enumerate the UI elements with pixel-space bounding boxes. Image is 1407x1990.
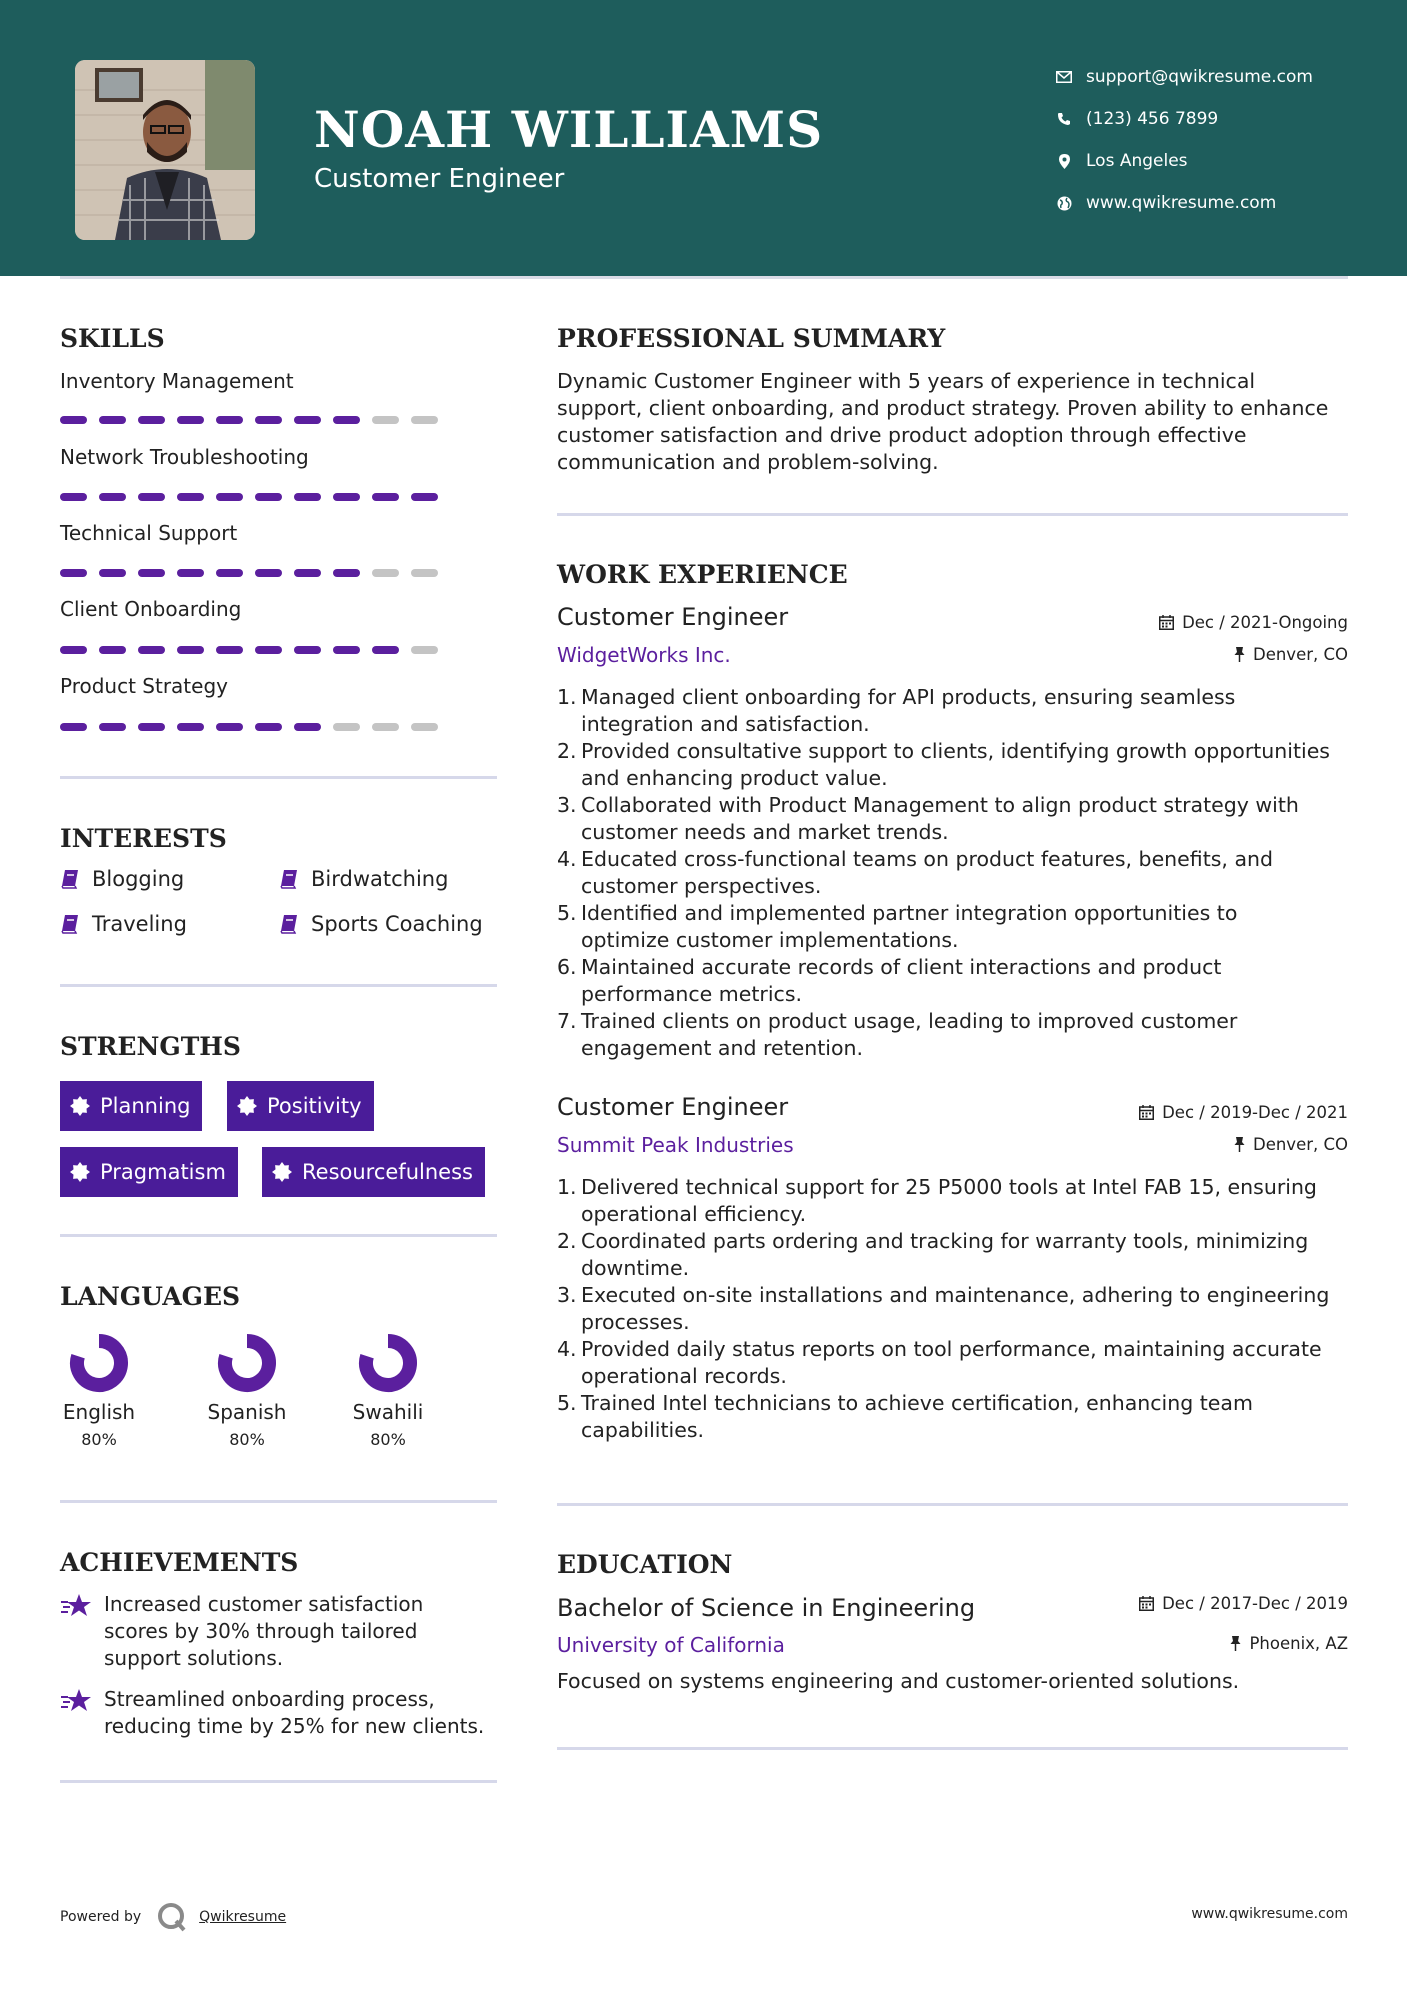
job-bullet-line — [557, 1255, 1357, 1282]
language-name: Swahili — [352, 1400, 424, 1424]
education-dates-text: Dec / 2017-Dec / 2019 — [1162, 1594, 1348, 1613]
company-name: Summit Peak Industries — [557, 1133, 794, 1157]
badge-icon — [237, 1096, 257, 1116]
bullet-number — [557, 1035, 575, 1062]
education-description: Focused on systems engineering and customer-oriented solutions. — [557, 1669, 1240, 1693]
job-bullet-line — [557, 1336, 1357, 1363]
badge-icon — [70, 1162, 90, 1182]
footer-powered-by — [60, 1902, 286, 1932]
qwikresume-logo — [157, 1902, 187, 1932]
bullet-text: processes. — [581, 1310, 690, 1334]
job-bullet-line — [557, 1201, 1357, 1228]
job-title: Customer Engineer — [557, 603, 789, 631]
bullet-text: downtime. — [581, 1256, 690, 1280]
interest-item — [279, 912, 483, 936]
bullet-number: 4. — [557, 1337, 577, 1361]
company-name: WidgetWorks Inc. — [557, 643, 731, 667]
bullet-number — [557, 819, 575, 846]
language-item — [333, 1332, 443, 1449]
bullet-text: Trained clients on product usage, leading to improved customer — [581, 1009, 1238, 1033]
bullet-number — [557, 1363, 575, 1390]
skill-name: Network Troubleshooting — [60, 445, 309, 469]
skill-dot-filled — [333, 646, 360, 654]
skill-dot-empty — [372, 569, 399, 577]
achievement-line: Increased customer satisfaction — [104, 1592, 424, 1616]
bullet-number: 3. — [557, 1283, 577, 1307]
job-bullet-line — [557, 1390, 1357, 1417]
language-percent: 80% — [81, 1430, 117, 1449]
bullet-number: 2. — [557, 739, 577, 763]
job-bullet-line — [557, 846, 1357, 873]
language-item — [192, 1332, 302, 1449]
skill-dot-filled — [177, 493, 204, 501]
skill-dot-filled — [294, 723, 321, 731]
section-divider — [60, 1234, 497, 1237]
skill-rating — [60, 416, 438, 424]
skill-dot-filled — [99, 646, 126, 654]
job-dates-text: Dec / 2019-Dec / 2021 — [1162, 1103, 1348, 1122]
strength-label: Resourcefulness — [302, 1160, 473, 1184]
candidate-title: Customer Engineer — [314, 164, 565, 194]
bullet-text: operational efficiency. — [581, 1202, 807, 1226]
badge-icon — [272, 1162, 292, 1182]
skill-dot-filled — [138, 416, 165, 424]
interest-item — [60, 912, 187, 936]
language-name: English — [62, 1400, 136, 1424]
strength-label: Pragmatism — [100, 1160, 226, 1184]
section-divider — [60, 1780, 497, 1783]
job-bullet-line — [557, 738, 1357, 765]
achievement-line: reducing time by 25% for new clients. — [104, 1714, 485, 1738]
achievements-heading: ACHIEVEMENTS — [60, 1548, 299, 1577]
contact-website[interactable] — [1050, 182, 1313, 224]
skill-dot-filled — [294, 569, 321, 577]
job-bullet-line — [557, 927, 1357, 954]
bullet-text: integration and satisfaction. — [581, 712, 870, 736]
language-item — [44, 1332, 154, 1449]
bullet-text: and enhancing product value. — [581, 766, 888, 790]
skill-dot-empty — [372, 416, 399, 424]
achievement-item — [60, 1686, 484, 1740]
skill-dot-filled — [294, 416, 321, 424]
bullet-number — [557, 981, 575, 1008]
job-bullets — [557, 1174, 1357, 1444]
skill-dot-filled — [255, 569, 282, 577]
bullet-number: 6. — [557, 955, 577, 979]
book-icon — [279, 914, 299, 934]
skill-dot-filled — [99, 723, 126, 731]
job-bullet-line — [557, 1008, 1357, 1035]
bullet-number: 1. — [557, 685, 577, 709]
skill-dot-filled — [177, 646, 204, 654]
bullet-text: Provided daily status reports on tool performance, maintaining accurate — [581, 1337, 1322, 1361]
bullet-text: Coordinated parts ordering and tracking for warranty tools, minimizing — [581, 1229, 1309, 1253]
bullet-text: operational records. — [581, 1364, 787, 1388]
map-pin-icon — [1050, 154, 1078, 169]
strength-tag — [227, 1081, 374, 1131]
badge-icon — [70, 1096, 90, 1116]
job-location-text: Denver, CO — [1252, 1135, 1348, 1154]
section-divider — [60, 984, 497, 987]
skill-dot-filled — [60, 569, 87, 577]
job-bullets — [557, 684, 1357, 1062]
job-bullet-line — [557, 684, 1357, 711]
bullet-number: 5. — [557, 901, 577, 925]
section-divider — [557, 1503, 1348, 1506]
summary-line: support, client onboarding, and product strategy. Proven ability to enhance — [557, 396, 1329, 420]
calendar-icon — [1159, 615, 1174, 630]
skill-name: Inventory Management — [60, 369, 294, 393]
skill-dot-empty — [411, 646, 438, 654]
education-location — [1230, 1634, 1348, 1653]
skill-dot-empty — [411, 569, 438, 577]
bullet-text: Executed on-site installations and maintenance, adhering to engineering — [581, 1283, 1330, 1307]
achievement-line: scores by 30% through tailored — [104, 1619, 418, 1643]
phone-icon — [1050, 112, 1078, 126]
bullet-text: customer perspectives. — [581, 874, 822, 898]
skill-rating — [60, 493, 438, 501]
skill-dot-filled — [372, 493, 399, 501]
job-dates-text: Dec / 2021-Ongoing — [1182, 613, 1348, 632]
pushpin-icon — [1234, 1137, 1245, 1152]
interest-item — [60, 867, 184, 891]
bullet-text: Delivered technical support for 25 P5000 tools at Intel FAB 15, ensuring — [581, 1175, 1317, 1199]
language-name: Spanish — [207, 1400, 287, 1424]
skill-name: Technical Support — [60, 521, 238, 545]
star-icon — [60, 1686, 104, 1740]
job-bullet-line — [557, 1363, 1357, 1390]
pushpin-icon — [1230, 1636, 1241, 1651]
school-name: University of California — [557, 1633, 785, 1657]
interest-label: Traveling — [92, 912, 187, 936]
job-location-text: Denver, CO — [1252, 645, 1348, 664]
skill-dot-filled — [216, 569, 243, 577]
job-bullet-line — [557, 1309, 1357, 1336]
website-text: www.qwikresume.com — [1086, 193, 1277, 213]
skill-dot-filled — [294, 493, 321, 501]
degree: Bachelor of Science in Engineering — [557, 1594, 976, 1622]
bullet-number — [557, 1417, 575, 1444]
job-bullet-line — [557, 711, 1357, 738]
education-location-text: Phoenix, AZ — [1249, 1634, 1348, 1653]
interest-label: Sports Coaching — [311, 912, 483, 936]
email-text: support@qwikresume.com — [1086, 67, 1313, 87]
envelope-icon — [1050, 71, 1078, 83]
bullet-text: engagement and retention. — [581, 1036, 864, 1060]
interest-item — [279, 867, 448, 891]
education-dates — [1139, 1594, 1348, 1613]
calendar-icon — [1139, 1105, 1154, 1120]
bullet-number: 2. — [557, 1229, 577, 1253]
bullet-number — [557, 927, 575, 954]
candidate-name: NOAH WILLIAMS — [314, 100, 824, 159]
job-title: Customer Engineer — [557, 1093, 789, 1121]
skill-dot-filled — [138, 493, 165, 501]
book-icon — [60, 914, 80, 934]
skill-dot-filled — [99, 569, 126, 577]
skill-dot-filled — [60, 646, 87, 654]
job-bullet-line — [557, 819, 1357, 846]
summary-line: communication and problem-solving. — [557, 450, 939, 474]
education-heading: EDUCATION — [557, 1550, 733, 1579]
interests-heading: INTERESTS — [60, 824, 227, 853]
job-location — [1234, 645, 1348, 664]
contact-location — [1050, 140, 1313, 182]
skill-dot-filled — [216, 723, 243, 731]
contact-email[interactable] — [1050, 56, 1313, 98]
job-bullet-line — [557, 1417, 1357, 1444]
job-bullet-line — [557, 792, 1357, 819]
languages-heading: LANGUAGES — [60, 1282, 241, 1311]
bullet-text: Managed client onboarding for API products, ensuring seamless — [581, 685, 1236, 709]
strength-label: Planning — [100, 1094, 191, 1118]
interest-label: Birdwatching — [311, 867, 449, 891]
bullet-number — [557, 1255, 575, 1282]
location-text: Los Angeles — [1086, 151, 1188, 171]
header-divider — [60, 276, 1348, 279]
bullet-text: Collaborated with Product Management to align product strategy with — [581, 793, 1299, 817]
bullet-number: 7. — [557, 1009, 577, 1033]
job-bullet-line — [557, 1228, 1357, 1255]
skill-dot-filled — [333, 569, 360, 577]
skills-heading: SKILLS — [60, 324, 165, 353]
achievement-line: support solutions. — [104, 1646, 284, 1670]
summary-text — [557, 368, 1328, 476]
bullet-text: Educated cross-functional teams on product features, benefits, and — [581, 847, 1274, 871]
skill-dot-filled — [177, 723, 204, 731]
section-divider — [557, 513, 1348, 516]
contact-list — [1050, 56, 1313, 224]
summary-heading: PROFESSIONAL SUMMARY — [557, 324, 946, 353]
skill-rating — [60, 646, 438, 654]
globe-icon — [1050, 196, 1078, 211]
job-bullet-line — [557, 1174, 1357, 1201]
section-divider — [60, 1500, 497, 1503]
language-percent: 80% — [229, 1430, 265, 1449]
strength-tag — [262, 1147, 485, 1197]
section-divider — [557, 1747, 1348, 1750]
skill-rating — [60, 569, 438, 577]
summary-line: customer satisfaction and drive product adoption through effective — [557, 423, 1247, 447]
skill-dot-filled — [255, 646, 282, 654]
skill-dot-filled — [60, 493, 87, 501]
skill-name: Client Onboarding — [60, 597, 242, 621]
bullet-number: 4. — [557, 847, 577, 871]
job-location — [1234, 1135, 1348, 1154]
language-gauge — [216, 1332, 278, 1394]
skill-dot-filled — [177, 416, 204, 424]
book-icon — [60, 869, 80, 889]
skill-dot-empty — [411, 416, 438, 424]
skill-dot-filled — [60, 723, 87, 731]
phone-text: (123) 456 7899 — [1086, 109, 1219, 129]
brand-link[interactable]: Qwikresume — [199, 1909, 287, 1925]
experience-heading: WORK EXPERIENCE — [557, 560, 848, 589]
calendar-icon — [1139, 1596, 1154, 1611]
bullet-text: Trained Intel technicians to achieve certification, enhancing team — [581, 1391, 1253, 1415]
skill-dot-filled — [255, 493, 282, 501]
strength-tag — [60, 1147, 238, 1197]
job-bullet-line — [557, 900, 1357, 927]
job-bullet-line — [557, 1035, 1357, 1062]
language-gauge-arc — [225, 1341, 269, 1385]
bullet-text: Maintained accurate records of client interactions and product — [581, 955, 1222, 979]
skill-dot-filled — [177, 569, 204, 577]
profile-photo — [75, 60, 255, 240]
skill-dot-filled — [138, 646, 165, 654]
bullet-number — [557, 873, 575, 900]
skill-dot-filled — [255, 723, 282, 731]
summary-line: Dynamic Customer Engineer with 5 years of experience in technical — [557, 369, 1256, 393]
achievement-line: Streamlined onboarding process, — [104, 1687, 435, 1711]
job-bullet-line — [557, 981, 1357, 1008]
book-icon — [279, 869, 299, 889]
job-dates — [1159, 613, 1348, 632]
skill-dot-filled — [372, 646, 399, 654]
strengths-heading: STRENGTHS — [60, 1032, 241, 1061]
bullet-text: performance metrics. — [581, 982, 803, 1006]
skill-dot-filled — [99, 416, 126, 424]
language-gauge — [357, 1332, 419, 1394]
job-bullet-line — [557, 873, 1357, 900]
section-divider — [60, 776, 497, 779]
bullet-number — [557, 1201, 575, 1228]
skill-dot-filled — [411, 493, 438, 501]
bullet-text: customer needs and market trends. — [581, 820, 949, 844]
strength-label: Positivity — [267, 1094, 362, 1118]
skill-dot-empty — [411, 723, 438, 731]
footer-website[interactable]: www.qwikresume.com — [1191, 1906, 1348, 1922]
language-gauge-arc — [366, 1341, 410, 1385]
skill-dot-filled — [138, 569, 165, 577]
bullet-text: Identified and implemented partner integration opportunities to — [581, 901, 1238, 925]
achievement-item — [60, 1591, 423, 1672]
language-percent: 80% — [370, 1430, 406, 1449]
skill-dot-filled — [216, 493, 243, 501]
bullet-number — [557, 711, 575, 738]
skill-dot-filled — [99, 493, 126, 501]
bullet-number — [557, 1309, 575, 1336]
job-bullet-line — [557, 1282, 1357, 1309]
skill-dot-filled — [216, 416, 243, 424]
job-dates — [1139, 1103, 1348, 1122]
star-icon — [60, 1591, 104, 1672]
interest-label: Blogging — [92, 867, 185, 891]
skill-dot-filled — [333, 416, 360, 424]
skill-dot-filled — [138, 723, 165, 731]
header-band — [0, 0, 1407, 276]
skill-dot-filled — [216, 646, 243, 654]
bullet-number: 3. — [557, 793, 577, 817]
bullet-text: capabilities. — [581, 1418, 705, 1442]
job-bullet-line — [557, 954, 1357, 981]
bullet-text: Provided consultative support to clients, identifying growth opportunities — [581, 739, 1330, 763]
pushpin-icon — [1234, 647, 1245, 662]
skill-dot-empty — [372, 723, 399, 731]
contact-phone[interactable] — [1050, 98, 1313, 140]
job-bullet-line — [557, 765, 1357, 792]
bullet-number: 1. — [557, 1175, 577, 1199]
skill-dot-filled — [333, 493, 360, 501]
skill-dot-filled — [294, 646, 321, 654]
language-gauge-arc — [77, 1341, 121, 1385]
skill-dot-empty — [333, 723, 360, 731]
bullet-number — [557, 765, 575, 792]
skill-dot-filled — [60, 416, 87, 424]
bullet-number: 5. — [557, 1391, 577, 1415]
bullet-text: optimize customer implementations. — [581, 928, 959, 952]
skill-rating — [60, 723, 438, 731]
language-gauge — [68, 1332, 130, 1394]
powered-by-label: Powered by — [60, 1909, 142, 1925]
skill-name: Product Strategy — [60, 674, 228, 698]
skill-dot-filled — [255, 416, 282, 424]
strength-tag — [60, 1081, 202, 1131]
